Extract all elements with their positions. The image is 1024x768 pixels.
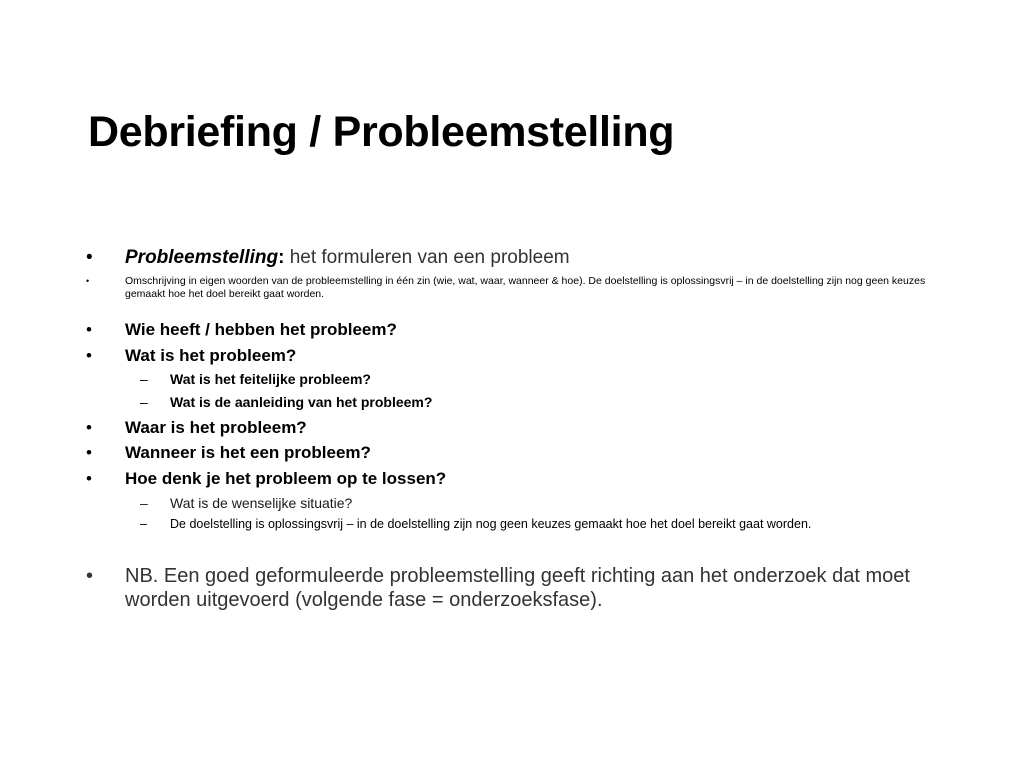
- bullet-mark: •: [86, 443, 92, 462]
- question-text: Wanneer is het een probleem?: [125, 443, 371, 462]
- bullet-mark: •: [86, 418, 92, 437]
- description-text: Omschrijving in eigen woorden van de probleemstelling in één zin (wie, wat, waar, wanneer & hoe). De doelstelling is oplossingsvrij – in de doelstelling zijn nog geen keuzes gemaakt hoe het doel bereikt gaat worden.: [125, 275, 926, 300]
- slide-title: Debriefing / Probleemstelling: [88, 108, 675, 156]
- bullet-mark: •: [86, 320, 92, 339]
- bullet-mark: •: [86, 469, 92, 488]
- problem-colon: :: [278, 247, 285, 268]
- problem-term: Probleemstelling: [125, 247, 279, 268]
- bullet-mark: •: [86, 276, 90, 286]
- bullet-mark: •: [86, 565, 94, 587]
- question-text: Waar is het probleem?: [125, 418, 307, 437]
- sub-question-text: Wat is het feitelijke probleem?: [170, 371, 371, 387]
- dash-mark: –: [140, 495, 148, 511]
- dash-mark: –: [140, 517, 147, 531]
- question-text: Hoe denk je het probleem op te lossen?: [125, 469, 447, 488]
- dash-mark: –: [140, 371, 148, 387]
- bullet-mark: •: [86, 247, 93, 268]
- sub-question-text: Wat is de wenselijke situatie?: [170, 495, 353, 511]
- sub-question-text: Wat is de aanleiding van het probleem?: [170, 394, 433, 410]
- question-text: Wat is het probleem?: [125, 346, 297, 365]
- question-text: Wie heeft / hebben het probleem?: [125, 320, 397, 339]
- problem-rest: het formuleren van een probleem: [284, 247, 570, 268]
- dash-mark: –: [140, 394, 148, 410]
- sub-question-text: De doelstelling is oplossingsvrij – in de doelstelling zijn nog geen keuzes gemaakt hoe het doel bereikt gaat worden.: [170, 517, 812, 531]
- bullet-mark: •: [86, 346, 92, 365]
- note-text: NB. Een goed geformuleerde probleemstelling geeft richting aan het onderzoek dat moet worden uitgevoerd (volgende fase = onderzoeksfase).: [125, 565, 910, 611]
- bullet-text: [125, 246, 570, 270]
